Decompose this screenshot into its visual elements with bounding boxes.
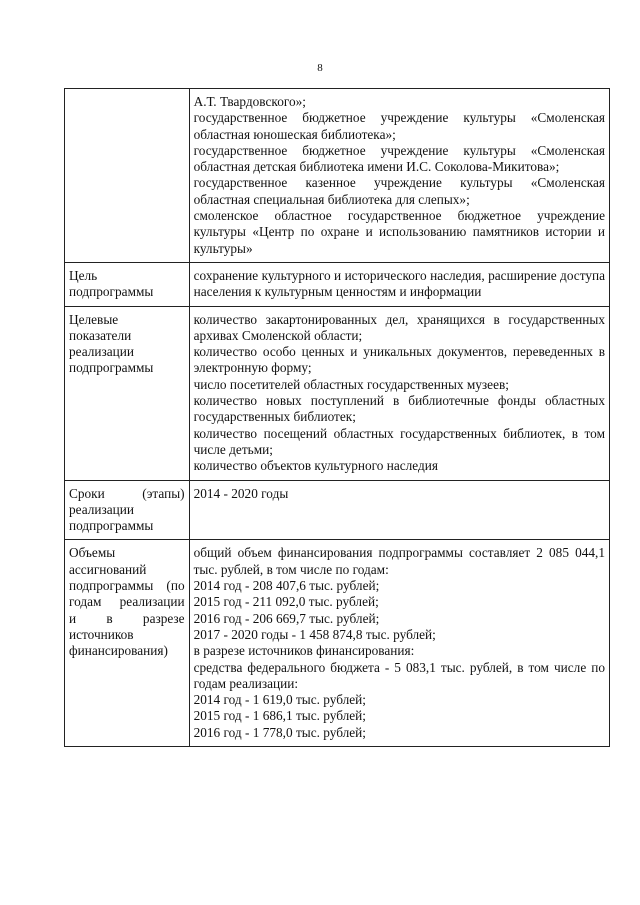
table-row-indicators [65,306,610,480]
row-label-line: и в разрезе [69,610,185,626]
table-row-financing [65,540,610,747]
content-line: 2015 год - 1 686,1 тыс. рублей; [193,708,366,724]
row-label-line: годам реализации [69,594,185,610]
row-label-line: реализации [69,344,134,360]
table-row-goal [65,262,610,306]
content-line: 2014 - 2020 годы [193,485,289,501]
table-row-terms [65,480,610,540]
passport-table [64,88,610,747]
row-label-line: подпрограммы [69,518,154,534]
row-label-line: Объемы [69,545,116,561]
row-label-line: ассигнований [69,561,147,577]
content-line: 2015 год - 211 092,0 тыс. рублей; [193,594,379,610]
content-line: 2017 - 2020 годы - 1 458 874,8 тыс. рублей; [193,626,436,642]
content-line: смоленское областное государственное бюджетное учреждение культуры «Центр по охране и использованию памятников истории и культуры» [193,208,605,256]
row-content-cell [189,262,609,306]
row-label-line: Цель [69,267,98,283]
row-label-cell [65,480,190,540]
row-label-cell [65,262,190,306]
content-line: А.Т. Твардовского»; [193,94,306,109]
content-line: государственное бюджетное учреждение культуры «Смоленская областная детская библиотека имени И.С. Соколова-Микитова»; [193,142,605,175]
row-label-line: Сроки (этапы) [69,485,185,501]
row-label-cell [65,540,190,747]
content-line: в разрезе источников финансирования: [193,643,415,659]
content-line: число посетителей областных государственных музеев; [193,376,509,392]
row-label-line: подпрограммы (по [69,578,185,594]
content-line: количество новых поступлений в библиотечные фонды областных государственных библиотек; [193,393,605,425]
content-line: 2016 год - 1 778,0 тыс. рублей; [193,724,366,740]
content-line: количество особо ценных и уникальных документов, переведенных в электронную форму; [193,344,605,376]
content-line: количество закартонированных дел, хранящихся в государственных архивах Смоленской области; [193,311,605,343]
content-line: государственное бюджетное учреждение культуры «Смоленская областная юношеская библиотека»; [193,110,605,142]
table-row-executors [65,89,610,263]
content-line: количество посещений областных государственных библиотек, в том числе детьми; [193,425,605,457]
row-content-cell [189,480,609,540]
row-label-line: источников [69,626,134,642]
row-label-line: реализации [69,501,134,517]
row-label-cell [65,89,190,263]
row-content-cell [189,306,609,480]
row-content-cell [189,540,609,747]
content-line: государственное казенное учреждение культуры «Смоленская областная специальная библиотека для слепых»; [193,175,605,207]
content-line: 2016 год - 206 669,7 тыс. рублей; [193,610,380,626]
row-label-cell [65,306,190,480]
content-line: сохранение культурного и исторического наследия, расширение доступа населения к культурным ценностям и информации [193,267,605,300]
row-content-cell [189,89,609,263]
row-label-line: подпрограммы [69,360,154,376]
content-line: 2014 год - 208 407,6 тыс. рублей; [193,578,380,594]
content-line: общий объем финансирования подпрограммы составляет 2 085 044,1 тыс. рублей, в том числе по годам: [193,545,605,577]
content-line: 2014 год - 1 619,0 тыс. рублей; [193,692,366,708]
row-label-line: подпрограммы [69,284,154,300]
content-line: количество объектов культурного наследия [193,458,439,474]
content-line: средства федерального бюджета - 5 083,1 тыс. рублей, в том числе по годам реализации: [193,659,605,691]
page-number: 8 [317,62,323,74]
row-label-line: Целевые [69,311,119,327]
row-label-line: показатели [69,327,132,343]
row-label-line: финансирования) [69,643,168,659]
